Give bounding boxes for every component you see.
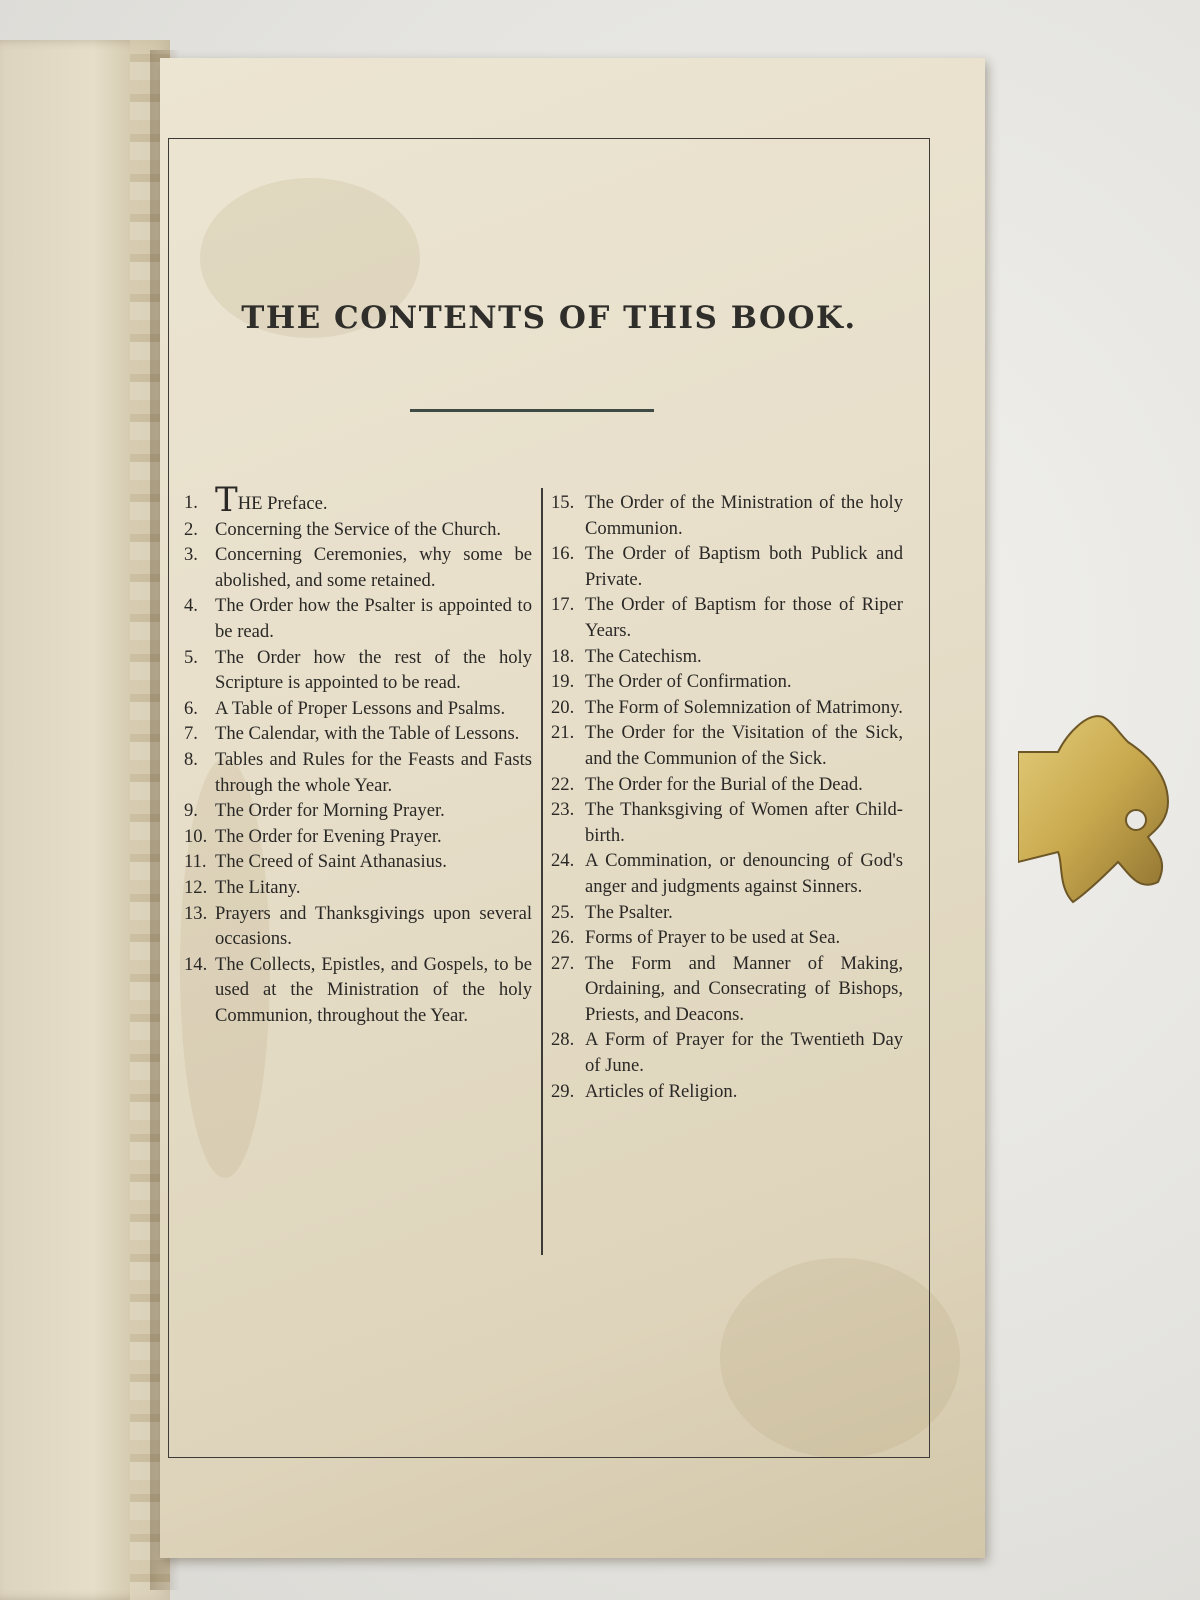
entry-number: 6. bbox=[184, 697, 198, 719]
entry-number: 22. bbox=[551, 773, 575, 795]
contents-entry bbox=[551, 797, 903, 848]
entry-number: 1. bbox=[184, 492, 198, 513]
entry-title: The Form of Solemnization of Matrimony. bbox=[585, 696, 903, 718]
entry-title: Tables and Rules for the Feasts and Fasts through the whole Year. bbox=[215, 748, 532, 796]
entry-title: The Order of Baptism for those of Riper Years. bbox=[585, 594, 903, 641]
contents-entry bbox=[551, 1079, 903, 1105]
entry-number: 9. bbox=[184, 800, 198, 822]
contents-entry bbox=[184, 849, 532, 875]
entry-title: The Thanksgiving of Women after Child-birth. bbox=[585, 799, 903, 846]
contents-entry bbox=[551, 669, 903, 695]
entry-title: Concerning the Service of the Church. bbox=[215, 518, 502, 540]
entry-number: 5. bbox=[184, 646, 198, 668]
contents-column-right bbox=[551, 490, 903, 1104]
contents-entry bbox=[184, 593, 532, 644]
entry-title: A Table of Proper Lessons and Psalms. bbox=[215, 697, 506, 719]
contents-entry bbox=[551, 541, 903, 592]
contents-entry bbox=[184, 721, 532, 747]
entry-number: 24. bbox=[551, 850, 575, 872]
contents-entry bbox=[551, 925, 903, 951]
entry-title: Forms of Prayer to be used at Sea. bbox=[585, 927, 841, 949]
entry-number: 16. bbox=[551, 543, 575, 565]
title-rule bbox=[410, 409, 654, 412]
entry-title: The Order for the Visitation of the Sick, and the Communion of the Sick. bbox=[585, 722, 903, 769]
entry-number: 12. bbox=[184, 876, 208, 898]
contents-entry bbox=[551, 644, 903, 670]
entry-title: A Form of Prayer for the Twentieth Day of June. bbox=[585, 1029, 903, 1077]
entry-number: 19. bbox=[551, 671, 575, 693]
entry-number: 11. bbox=[184, 851, 207, 873]
contents-entry bbox=[184, 952, 532, 1029]
entry-title bbox=[215, 480, 532, 520]
contents-entry bbox=[551, 720, 903, 771]
entry-title: The Order of Confirmation. bbox=[585, 671, 792, 693]
entry-number: 17. bbox=[551, 594, 575, 616]
entry-number: 3. bbox=[184, 544, 198, 566]
entry-title: The Form and Manner of Making, Ordaining, and Consecrating of Bishops, Priests, and Deacons. bbox=[585, 952, 903, 1025]
entry-number: 10. bbox=[184, 825, 208, 847]
drop-cap: T bbox=[215, 480, 238, 520]
entry-title: The Order how the rest of the holy Scripture is appointed to be read. bbox=[215, 646, 532, 694]
entry-number: 28. bbox=[551, 1029, 575, 1051]
entry-number: 15. bbox=[551, 492, 575, 513]
entry-number: 23. bbox=[551, 799, 575, 821]
contents-entry bbox=[184, 480, 532, 520]
contents-column-left bbox=[184, 480, 532, 1028]
entry-title: The Psalter. bbox=[585, 901, 673, 923]
contents-entry bbox=[551, 951, 903, 1028]
contents-entry bbox=[551, 1027, 903, 1078]
contents-entry bbox=[551, 848, 903, 899]
entry-title: The Catechism. bbox=[585, 645, 702, 667]
entry-title: The Order of the Ministration of the holy Communion. bbox=[585, 492, 903, 539]
contents-entry bbox=[551, 900, 903, 926]
entry-title: The Creed of Saint Athanasius. bbox=[215, 851, 447, 873]
entry-number: 27. bbox=[551, 952, 575, 974]
contents-entry bbox=[184, 747, 532, 798]
contents-entry bbox=[551, 490, 903, 541]
contents-entry bbox=[184, 901, 532, 952]
entry-title: The Order for Evening Prayer. bbox=[215, 825, 442, 847]
entry-title: Prayers and Thanksgivings upon several occasions. bbox=[215, 902, 532, 950]
contents-entry bbox=[184, 696, 532, 722]
facing-page-left bbox=[0, 40, 170, 1600]
entry-title: The Order for the Burial of the Dead. bbox=[585, 773, 863, 795]
contents-entry bbox=[184, 875, 532, 901]
contents-entry bbox=[551, 772, 903, 798]
entry-number: 29. bbox=[551, 1080, 575, 1102]
contents-entry bbox=[184, 645, 532, 696]
contents-entry bbox=[184, 542, 532, 593]
entry-number: 26. bbox=[551, 927, 575, 949]
entry-title: The Order of Baptism both Publick and Private. bbox=[585, 543, 903, 590]
entry-number: 21. bbox=[551, 722, 575, 744]
entry-title: The Order for Morning Prayer. bbox=[215, 800, 445, 822]
contents-entry bbox=[184, 798, 532, 824]
entry-title: The Litany. bbox=[215, 876, 301, 898]
entry-number: 25. bbox=[551, 901, 575, 923]
entry-title: The Collects, Epistles, and Gospels, to be used at the Ministration of the holy Communion, throughout the Year. bbox=[215, 953, 532, 1026]
entry-title: Articles of Religion. bbox=[585, 1080, 738, 1102]
entry-number: 2. bbox=[184, 518, 198, 540]
brass-clasp-icon bbox=[1018, 712, 1188, 912]
contents-entry bbox=[551, 695, 903, 721]
column-divider bbox=[541, 488, 543, 1255]
entry-number: 7. bbox=[184, 723, 198, 745]
contents-entry bbox=[184, 517, 532, 543]
contents-entry bbox=[184, 824, 532, 850]
entry-title: The Calendar, with the Table of Lessons. bbox=[215, 723, 520, 745]
entry-title-text: HE Preface. bbox=[237, 493, 328, 514]
entry-title: The Order how the Psalter is appointed to be read. bbox=[215, 595, 532, 642]
entry-number: 20. bbox=[551, 696, 575, 718]
entry-title: Concerning Ceremonies, why some be abolished, and some retained. bbox=[215, 544, 532, 591]
page-title: THE CONTENTS OF THIS BOOK. bbox=[241, 300, 857, 336]
entry-number: 8. bbox=[184, 748, 198, 770]
entry-number: 18. bbox=[551, 645, 575, 667]
entry-title: A Commination, or denouncing of God's anger and judgments against Sinners. bbox=[585, 850, 903, 897]
entry-number: 13. bbox=[184, 902, 208, 924]
entry-number: 14. bbox=[184, 953, 208, 975]
contents-entry bbox=[551, 592, 903, 643]
entry-number: 4. bbox=[184, 595, 198, 617]
